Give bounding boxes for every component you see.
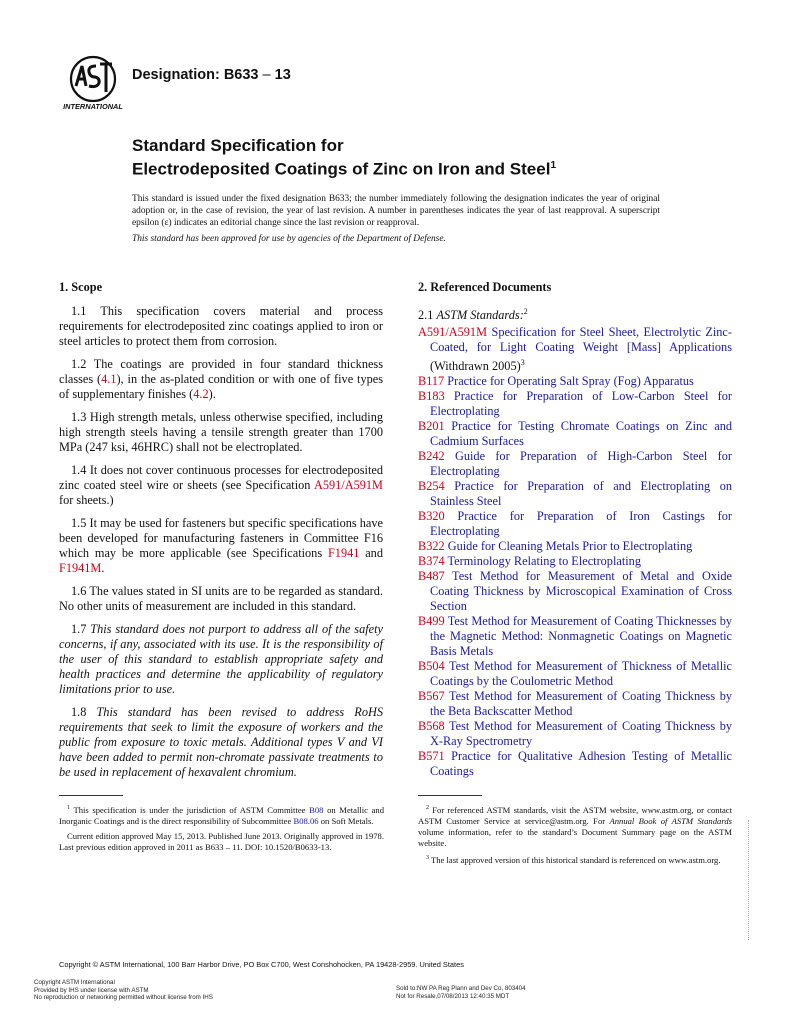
scope-para-2-text-c: ). [208, 387, 216, 401]
footnote-2-italic: Annual Book of ASTM Standards [609, 815, 732, 826]
reference-item [418, 374, 732, 389]
astm-standards-number: 2.1 [418, 308, 437, 323]
ihs-left-line-1: Copyright ASTM International [34, 979, 115, 986]
reference-list [418, 325, 732, 779]
reference-title-link[interactable]: Guide for Preparation of High-Carbon Steel for Electroplating [430, 449, 732, 479]
reference-title-link[interactable]: Test Method for Measurement of Coating Thickness by X-Ray Spectrometry [430, 719, 732, 749]
standard-note: This standard is issued under the fixed designation B633; the number immediately following the designation indicates the year of original adoption or, in the case of revision, the year of last revision. A number in parentheses indicates the year of last reapproval. A superscript epsilon (ε) indicates an editorial change since the last revision or reapproval. [132, 194, 660, 228]
scope-para-8-text: This standard has been revised to address RoHS requirements that seek to limit the exposure of workers and the public from exposure to toxic metals. Additional types V and VI have been added to permit non-chromate passivate treatments to be used in replacement of hexavalent chromium. [59, 705, 383, 779]
reference-title-link[interactable]: Test Method for Measurement of Metal and Oxide Coating Thickness by Microscopical Examination of Cross Section [430, 569, 732, 614]
reference-item [418, 569, 732, 614]
reference-item [418, 419, 732, 449]
scope-para-5-text-a: 1.5 It may be used for fasteners but specific specifications have been developed for manufacturing fasteners in Committee F16 which may be more applicable (see Specifications [59, 516, 383, 560]
spec-link-a591[interactable]: A591/A591M [313, 478, 383, 492]
reference-code-link[interactable]: B504 [418, 659, 445, 674]
scope-para-2-text-b: ), in the as-plated condition or with one of five types of supplementary finishes ( [59, 372, 383, 401]
reference-code-link[interactable]: B322 [418, 539, 445, 554]
scope-para-4-text-b: for sheets.) [59, 493, 114, 507]
footnote-2-mark: 2 [426, 805, 429, 811]
astm-logo [60, 52, 126, 112]
margin-dotted-line [748, 820, 751, 940]
document-title [132, 136, 752, 180]
footnote-3-text: The last approved version of this historical standard is referenced on www.astm.org. [429, 854, 721, 865]
scope-para-1: 1.1 This specification covers material and process requirements for electrodeposited zinc coatings applied to iron or steel articles to protect them from corrosion. [59, 304, 383, 348]
referenced-documents-section [418, 280, 732, 779]
title-footnote-mark: 1 [550, 160, 556, 171]
footnote-1-edition: Current edition approved May 15, 2013. Published June 2013. Originally approved in 1978. Last previous edition approved in 2011 as B633 – 11. DOI: 10.1520/B0633-13. [59, 830, 384, 852]
reference-code-link[interactable]: B254 [418, 479, 445, 494]
footnote-3-mark: 3 [426, 854, 429, 861]
scope-para-7 [59, 622, 383, 697]
reference-code-link[interactable]: B201 [418, 419, 445, 434]
reference-code-link[interactable]: B374 [418, 554, 445, 569]
scope-para-5 [59, 516, 383, 576]
approval-note: This standard has been approved for use by agencies of the Department of Defense. [132, 234, 446, 244]
reference-item [418, 749, 732, 779]
reference-item [418, 509, 732, 539]
reference-withdrawn-note: (Withdrawn 2005) [430, 359, 521, 374]
reference-item [418, 325, 732, 374]
reference-item [418, 659, 732, 689]
scope-para-5-text-b: . [101, 561, 105, 575]
reference-title-link[interactable]: Practice for Preparation of Iron Castings for Electroplating [430, 509, 732, 539]
footnote-1-text-a: This specification is under the jurisdiction of ASTM Committee [70, 804, 310, 815]
astm-standards-footnote-mark: 2 [523, 307, 528, 316]
footnote-1-mark: 1 [67, 805, 70, 811]
reference-code-link[interactable]: B320 [418, 509, 445, 524]
ihs-left-line-3: No reproduction or networking permitted without license from IHS [34, 994, 213, 1001]
footnote-3 [418, 853, 732, 866]
reference-code-link[interactable]: B567 [418, 689, 445, 704]
scope-section [59, 280, 383, 788]
scope-para-6: 1.6 The values stated in SI units are to be regarded as standard. No other units of measurement are included in this standard. [59, 584, 383, 613]
scope-para-3: 1.3 High strength metals, unless otherwise specified, including high strength steels having a tensile strength greater than 1700 MPa (247 ksi, 46HRC) shall not be electroplated. [59, 410, 383, 454]
footnote-2-text-b: volume information, refer to the standard’s Document Summary page on the ASTM website. [418, 826, 732, 848]
subcommittee-link-b08-06[interactable]: B08.06 [293, 815, 319, 826]
committee-link-b08[interactable]: B08 [309, 804, 324, 815]
reference-title-link[interactable]: Test Method for Measurement of Coating Thicknesses by the Magnetic Method: Nonmagnetic Coatings on Magnetic Basis Metals [430, 614, 732, 659]
footnote-1-text-c: on Soft Metals. [318, 815, 374, 826]
ihs-right-line-1: Sold to:NW PA Reg Plann and Dev Co, 803404 [396, 985, 526, 992]
reference-item [418, 539, 732, 554]
reference-item [418, 689, 732, 719]
scope-heading: 1. Scope [59, 280, 103, 294]
footnotes-right [418, 803, 732, 870]
designation-label: Designation: B633 [132, 67, 259, 83]
footnote-2 [418, 803, 732, 849]
reference-item [418, 719, 732, 749]
footnote-1-text-b: on Metallic and Inorganic Coatings and is the direct responsibility of Subcommittee [59, 804, 384, 826]
ihs-license-right [396, 985, 526, 1000]
astm-logo-letters [76, 64, 112, 92]
title-line-2-text: Electrodeposited Coatings of Zinc on Iron and Steel [132, 159, 551, 179]
reference-title-link[interactable]: Test Method for Measurement of Coating Thickness by the Beta Backscatter Method [430, 689, 732, 719]
scope-para-8 [59, 705, 383, 780]
astm-logo-subtext: INTERNATIONAL [63, 102, 123, 111]
reference-item [418, 449, 732, 479]
reference-code-link[interactable]: B117 [418, 374, 445, 389]
copyright-line: Copyright © ASTM International, 100 Barr Harbor Drive, PO Box C700, West Conshohocken, PA 19428-2959. United States [59, 960, 464, 969]
reference-item [418, 614, 732, 659]
footnote-rule-left [59, 795, 123, 796]
title-line-2 [132, 156, 752, 180]
reference-title-link[interactable]: Guide for Cleaning Metals Prior to Electroplating [444, 539, 693, 554]
scope-para-4-text-a: 1.4 It does not cover continuous processes for electrodeposited zinc coated steel wire or sheets (see Specification [59, 463, 383, 492]
reference-code-link[interactable]: B183 [418, 389, 445, 404]
ihs-right-line-2: Not for Resale,07/08/2013 12:40:35 MDT [396, 992, 510, 1000]
spec-link-f1941[interactable]: F1941 [327, 546, 360, 560]
designation-dash: – [258, 67, 275, 83]
scope-para-2-text-a: 1.2 The coatings are provided in four standard thickness classes ( [59, 357, 383, 386]
ihs-left-line-2: Provided by IHS under license with ASTM [34, 986, 149, 994]
reference-code-link[interactable]: B571 [418, 749, 445, 764]
title-line-1: Standard Specification for [132, 136, 344, 155]
spec-link-f1941m[interactable]: F1941M [59, 561, 102, 575]
reference-code-link[interactable]: B499 [418, 614, 445, 629]
reference-item [418, 554, 732, 569]
reference-title-link[interactable]: Practice for Preparation of Low-Carbon Steel for Electroplating [430, 389, 732, 419]
scope-para-4 [59, 463, 383, 508]
reference-code-link[interactable]: B242 [418, 449, 445, 464]
reference-title-link[interactable]: Practice for Testing Chromate Coatings on Zinc and Cadmium Surfaces [430, 419, 732, 449]
scope-para-7-number: 1.7 [71, 622, 91, 636]
reference-footnote-mark: 3 [520, 358, 525, 368]
ihs-license-left [34, 979, 213, 1002]
scope-para-2 [59, 357, 383, 402]
scope-para-7-text: This standard does not purport to address all of the safety concerns, if any, associated with its use. It is the responsibility of the user of this standard to establish appropriate safety and health practices and determine the applicability of regulatory limitations prior to use. [59, 622, 383, 696]
section-link-4-2[interactable]: 4.2 [193, 387, 209, 401]
reference-code-link[interactable]: B487 [418, 569, 445, 584]
reference-code-link[interactable]: A591/A591M [418, 325, 488, 340]
reference-title-link[interactable]: Practice for Preparation of and Electroplating on Stainless Steel [430, 479, 732, 509]
reference-title-link[interactable]: Practice for Operating Salt Spray (Fog) Apparatus [444, 374, 694, 389]
astm-standards-label [418, 304, 732, 323]
scope-para-5-and: and [359, 546, 383, 560]
scope-para-8-number: 1.8 [71, 705, 97, 719]
designation [132, 67, 291, 83]
footnote-2-text-a: For referenced ASTM standards, visit the ASTM website, www.astm.org, or contact ASTM Customer Service at service@astm.org. For [418, 804, 732, 826]
reference-title-link[interactable]: Test Method for Measurement of Thickness of Metallic Coatings by the Coulometric Method [430, 659, 732, 689]
section-link-4-1[interactable]: 4.1 [101, 372, 117, 386]
designation-year: 13 [274, 67, 291, 83]
reference-item [418, 479, 732, 509]
astm-standards-text: ASTM Standards: [436, 308, 524, 323]
footnote-rule-right [418, 795, 482, 796]
reference-code-link[interactable]: B568 [418, 719, 445, 734]
reference-title-link[interactable]: Terminology Relating to Electroplating [444, 554, 641, 569]
reference-item [418, 389, 732, 419]
footnote-1 [59, 803, 384, 827]
footnotes-left [59, 803, 384, 857]
reference-title-link[interactable]: Specification for Steel Sheet, Electrolytic Zinc-Coated, for Light Coating Weight [Mass] Applications [430, 325, 732, 355]
references-heading: 2. Referenced Documents [418, 280, 552, 294]
reference-title-link[interactable]: Practice for Qualitative Adhesion Testing of Metallic Coatings [430, 749, 732, 779]
